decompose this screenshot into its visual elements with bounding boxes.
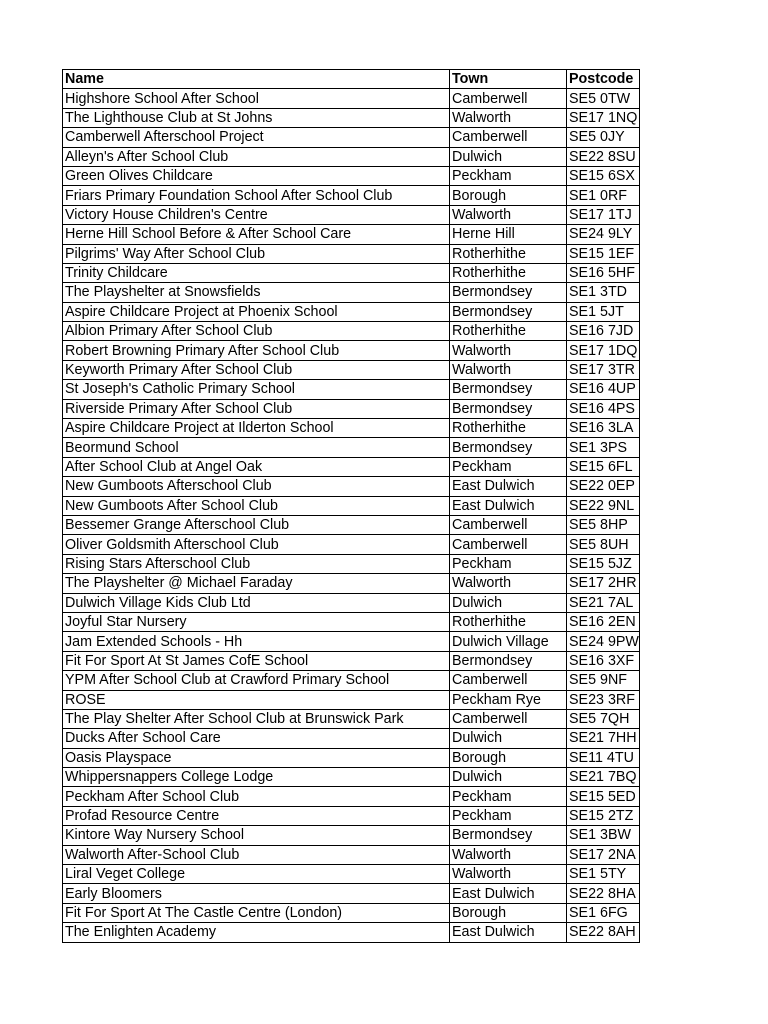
cell-town: Peckham bbox=[450, 806, 567, 825]
cell-town: Walworth bbox=[450, 845, 567, 864]
cell-town: Borough bbox=[450, 186, 567, 205]
cell-postcode: SE15 2TZ bbox=[567, 806, 640, 825]
cell-town: Bermondsey bbox=[450, 283, 567, 302]
cell-town: East Dulwich bbox=[450, 496, 567, 515]
cell-postcode: SE16 2EN bbox=[567, 612, 640, 631]
cell-town: Dulwich Village bbox=[450, 632, 567, 651]
cell-name: Keyworth Primary After School Club bbox=[63, 360, 450, 379]
cell-town: Camberwell bbox=[450, 671, 567, 690]
table-row bbox=[63, 128, 640, 147]
cell-name: The Playshelter @ Michael Faraday bbox=[63, 574, 450, 593]
table-row bbox=[63, 903, 640, 922]
table-row bbox=[63, 244, 640, 263]
cell-name: Fit For Sport At The Castle Centre (London) bbox=[63, 903, 450, 922]
cell-postcode: SE15 5JZ bbox=[567, 554, 640, 573]
cell-town: Rotherhithe bbox=[450, 322, 567, 341]
table-row bbox=[63, 574, 640, 593]
cell-postcode: SE16 7JD bbox=[567, 322, 640, 341]
cell-name: Joyful Star Nursery bbox=[63, 612, 450, 631]
cell-name: Alleyn's After School Club bbox=[63, 147, 450, 166]
cell-postcode: SE22 0EP bbox=[567, 477, 640, 496]
cell-town: Peckham bbox=[450, 457, 567, 476]
cell-name: Friars Primary Foundation School After School Club bbox=[63, 186, 450, 205]
cell-name: Whippersnappers College Lodge bbox=[63, 768, 450, 787]
table-row bbox=[63, 612, 640, 631]
cell-postcode: SE5 0JY bbox=[567, 128, 640, 147]
cell-postcode: SE5 9NF bbox=[567, 671, 640, 690]
cell-name: Riverside Primary After School Club bbox=[63, 399, 450, 418]
table-row bbox=[63, 768, 640, 787]
table-row bbox=[63, 438, 640, 457]
cell-town: Dulwich bbox=[450, 147, 567, 166]
table-row bbox=[63, 457, 640, 476]
table-row bbox=[63, 884, 640, 903]
cell-town: Peckham bbox=[450, 554, 567, 573]
cell-postcode: SE17 1DQ bbox=[567, 341, 640, 360]
cell-postcode: SE21 7HH bbox=[567, 729, 640, 748]
cell-town: Peckham Rye bbox=[450, 690, 567, 709]
cell-town: Camberwell bbox=[450, 535, 567, 554]
table-row bbox=[63, 341, 640, 360]
cell-name: Camberwell Afterschool Project bbox=[63, 128, 450, 147]
table-row bbox=[63, 283, 640, 302]
cell-postcode: SE24 9LY bbox=[567, 225, 640, 244]
table-row bbox=[63, 205, 640, 224]
table-row bbox=[63, 225, 640, 244]
cell-name: Rising Stars Afterschool Club bbox=[63, 554, 450, 573]
cell-name: Trinity Childcare bbox=[63, 263, 450, 282]
cell-postcode: SE21 7BQ bbox=[567, 768, 640, 787]
cell-postcode: SE1 3TD bbox=[567, 283, 640, 302]
cell-postcode: SE21 7AL bbox=[567, 593, 640, 612]
childcare-table bbox=[62, 69, 640, 943]
cell-town: Bermondsey bbox=[450, 399, 567, 418]
cell-name: Jam Extended Schools - Hh bbox=[63, 632, 450, 651]
column-header-postcode: Postcode bbox=[567, 70, 640, 89]
cell-town: Walworth bbox=[450, 574, 567, 593]
table-row bbox=[63, 360, 640, 379]
table-row bbox=[63, 147, 640, 166]
table-row bbox=[63, 923, 640, 942]
table-body bbox=[63, 89, 640, 942]
table-row bbox=[63, 515, 640, 534]
cell-postcode: SE5 7QH bbox=[567, 709, 640, 728]
table-row bbox=[63, 496, 640, 515]
table-row bbox=[63, 399, 640, 418]
cell-postcode: SE22 8HA bbox=[567, 884, 640, 903]
cell-postcode: SE22 8AH bbox=[567, 923, 640, 942]
cell-town: Rotherhithe bbox=[450, 419, 567, 438]
table-row bbox=[63, 729, 640, 748]
cell-name: ROSE bbox=[63, 690, 450, 709]
table-row bbox=[63, 787, 640, 806]
cell-name: Oasis Playspace bbox=[63, 748, 450, 767]
cell-postcode: SE16 3LA bbox=[567, 419, 640, 438]
cell-postcode: SE1 5TY bbox=[567, 865, 640, 884]
cell-postcode: SE24 9PW bbox=[567, 632, 640, 651]
cell-name: St Joseph's Catholic Primary School bbox=[63, 380, 450, 399]
table-row bbox=[63, 593, 640, 612]
cell-town: Borough bbox=[450, 903, 567, 922]
cell-name: Victory House Children's Centre bbox=[63, 205, 450, 224]
cell-postcode: SE1 0RF bbox=[567, 186, 640, 205]
cell-name: Green Olives Childcare bbox=[63, 166, 450, 185]
cell-town: Herne Hill bbox=[450, 225, 567, 244]
cell-town: Walworth bbox=[450, 205, 567, 224]
cell-name: Fit For Sport At St James CofE School bbox=[63, 651, 450, 670]
cell-town: Bermondsey bbox=[450, 380, 567, 399]
cell-postcode: SE16 4PS bbox=[567, 399, 640, 418]
cell-name: The Play Shelter After School Club at Brunswick Park bbox=[63, 709, 450, 728]
table-row bbox=[63, 263, 640, 282]
cell-town: Bermondsey bbox=[450, 826, 567, 845]
cell-postcode: SE17 2NA bbox=[567, 845, 640, 864]
cell-postcode: SE1 3PS bbox=[567, 438, 640, 457]
table-row bbox=[63, 419, 640, 438]
cell-name: Robert Browning Primary After School Club bbox=[63, 341, 450, 360]
cell-postcode: SE17 1TJ bbox=[567, 205, 640, 224]
cell-name: New Gumboots After School Club bbox=[63, 496, 450, 515]
cell-postcode: SE15 6SX bbox=[567, 166, 640, 185]
cell-postcode: SE5 0TW bbox=[567, 89, 640, 108]
cell-town: Bermondsey bbox=[450, 651, 567, 670]
cell-town: Walworth bbox=[450, 865, 567, 884]
table-row bbox=[63, 108, 640, 127]
table-row bbox=[63, 302, 640, 321]
table-row bbox=[63, 709, 640, 728]
table-row bbox=[63, 186, 640, 205]
spreadsheet-page bbox=[62, 69, 640, 943]
cell-postcode: SE11 4TU bbox=[567, 748, 640, 767]
cell-postcode: SE15 1EF bbox=[567, 244, 640, 263]
cell-town: Bermondsey bbox=[450, 438, 567, 457]
table-row bbox=[63, 826, 640, 845]
cell-name: The Playshelter at Snowsfields bbox=[63, 283, 450, 302]
column-header-name: Name bbox=[63, 70, 450, 89]
cell-postcode: SE15 5ED bbox=[567, 787, 640, 806]
cell-name: Highshore School After School bbox=[63, 89, 450, 108]
cell-town: Walworth bbox=[450, 360, 567, 379]
cell-name: Peckham After School Club bbox=[63, 787, 450, 806]
table-row bbox=[63, 554, 640, 573]
cell-name: Liral Veget College bbox=[63, 865, 450, 884]
cell-name: Kintore Way Nursery School bbox=[63, 826, 450, 845]
cell-postcode: SE16 4UP bbox=[567, 380, 640, 399]
cell-postcode: SE17 2HR bbox=[567, 574, 640, 593]
table-row bbox=[63, 651, 640, 670]
table-row bbox=[63, 748, 640, 767]
cell-postcode: SE1 6FG bbox=[567, 903, 640, 922]
cell-postcode: SE22 9NL bbox=[567, 496, 640, 515]
cell-name: Walworth After-School Club bbox=[63, 845, 450, 864]
cell-postcode: SE1 5JT bbox=[567, 302, 640, 321]
table-row bbox=[63, 806, 640, 825]
cell-name: Profad Resource Centre bbox=[63, 806, 450, 825]
cell-name: The Enlighten Academy bbox=[63, 923, 450, 942]
cell-postcode: SE16 5HF bbox=[567, 263, 640, 282]
cell-town: Peckham bbox=[450, 787, 567, 806]
cell-name: New Gumboots Afterschool Club bbox=[63, 477, 450, 496]
cell-name: Early Bloomers bbox=[63, 884, 450, 903]
cell-name: YPM After School Club at Crawford Primary School bbox=[63, 671, 450, 690]
cell-name: The Lighthouse Club at St Johns bbox=[63, 108, 450, 127]
table-row bbox=[63, 865, 640, 884]
cell-town: Dulwich bbox=[450, 593, 567, 612]
cell-town: East Dulwich bbox=[450, 477, 567, 496]
cell-name: Oliver Goldsmith Afterschool Club bbox=[63, 535, 450, 554]
cell-town: Walworth bbox=[450, 341, 567, 360]
table-row bbox=[63, 166, 640, 185]
cell-name: Aspire Childcare Project at Ilderton School bbox=[63, 419, 450, 438]
cell-name: Dulwich Village Kids Club Ltd bbox=[63, 593, 450, 612]
cell-town: Camberwell bbox=[450, 128, 567, 147]
table-row bbox=[63, 845, 640, 864]
cell-postcode: SE23 3RF bbox=[567, 690, 640, 709]
cell-postcode: SE1 3BW bbox=[567, 826, 640, 845]
table-row bbox=[63, 671, 640, 690]
cell-postcode: SE5 8HP bbox=[567, 515, 640, 534]
cell-postcode: SE17 3TR bbox=[567, 360, 640, 379]
cell-postcode: SE5 8UH bbox=[567, 535, 640, 554]
cell-name: Aspire Childcare Project at Phoenix School bbox=[63, 302, 450, 321]
cell-postcode: SE22 8SU bbox=[567, 147, 640, 166]
cell-name: Herne Hill School Before & After School Care bbox=[63, 225, 450, 244]
cell-town: Dulwich bbox=[450, 729, 567, 748]
table-row bbox=[63, 632, 640, 651]
header-row bbox=[63, 70, 640, 89]
cell-town: Walworth bbox=[450, 108, 567, 127]
table-row bbox=[63, 690, 640, 709]
table-row bbox=[63, 477, 640, 496]
cell-town: Peckham bbox=[450, 166, 567, 185]
cell-name: After School Club at Angel Oak bbox=[63, 457, 450, 476]
cell-name: Beormund School bbox=[63, 438, 450, 457]
cell-town: Dulwich bbox=[450, 768, 567, 787]
cell-name: Albion Primary After School Club bbox=[63, 322, 450, 341]
cell-postcode: SE15 6FL bbox=[567, 457, 640, 476]
cell-town: Camberwell bbox=[450, 89, 567, 108]
cell-town: Borough bbox=[450, 748, 567, 767]
cell-town: Bermondsey bbox=[450, 302, 567, 321]
cell-name: Pilgrims' Way After School Club bbox=[63, 244, 450, 263]
cell-town: Rotherhithe bbox=[450, 244, 567, 263]
cell-postcode: SE17 1NQ bbox=[567, 108, 640, 127]
table-row bbox=[63, 535, 640, 554]
cell-name: Bessemer Grange Afterschool Club bbox=[63, 515, 450, 534]
cell-town: Rotherhithe bbox=[450, 612, 567, 631]
cell-town: Camberwell bbox=[450, 709, 567, 728]
cell-town: East Dulwich bbox=[450, 884, 567, 903]
cell-postcode: SE16 3XF bbox=[567, 651, 640, 670]
cell-town: Rotherhithe bbox=[450, 263, 567, 282]
cell-town: East Dulwich bbox=[450, 923, 567, 942]
table-row bbox=[63, 322, 640, 341]
table-row bbox=[63, 380, 640, 399]
cell-name: Ducks After School Care bbox=[63, 729, 450, 748]
table-row bbox=[63, 89, 640, 108]
column-header-town: Town bbox=[450, 70, 567, 89]
cell-town: Camberwell bbox=[450, 515, 567, 534]
